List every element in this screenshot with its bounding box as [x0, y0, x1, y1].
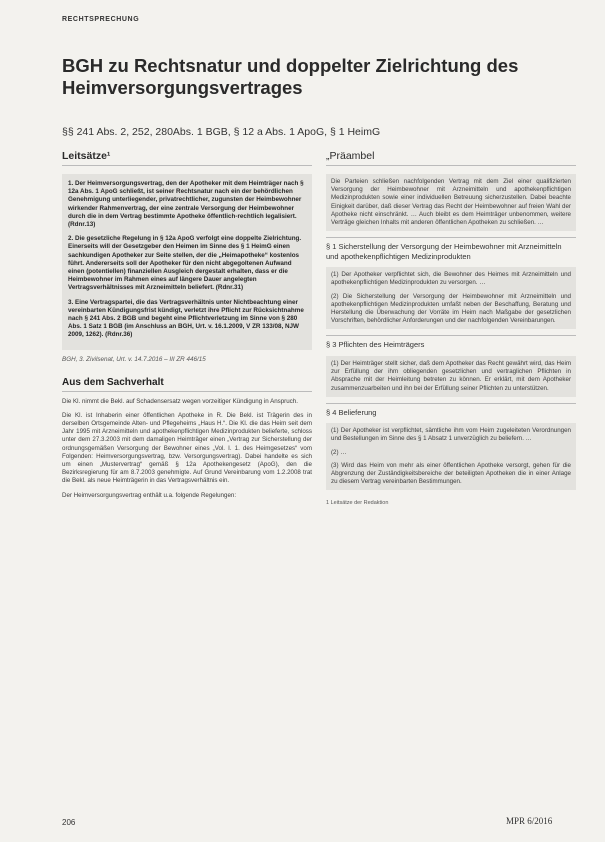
section-1-paragraph-2: (2) Die Sicherstellung der Versorgung der Heimbewohner mit Arzneimitteln und apothekenpflichtigen Medizinprodukten umfaßt neben der Beschaffung, Beratung und Herstellung die Überwachung der Vorräte im Heim nach Maßgabe der gesetzlichen Vorschriften, behördlicher Anforderungen und der nachfolgenden Vereinbarungen.	[331, 292, 571, 325]
section-4-paragraph-1: (1) Der Apotheker ist verpflichtet, sämtliche ihm vom Heim zugeleiteten Verordnungen und Bestellungen im Sinne des § 1 Absatz 1 unverzüglich zu beliefern. …	[331, 427, 571, 443]
section-1-box	[326, 267, 576, 329]
leitsatz-1: 1. Der Heimversorgungsvertrag, den der Apotheker mit dem Heimträger nach § 12a Abs. 1 ApoG schließt, ist seiner Rechtsnatur nach ein der behördlichen Genehmigung unterliegender, privatrechtlicher, zugunsten der Heimbewohner wirkender Rahmenvertrag, der eine zentrale Versorgung der Heimbewohner durch die in dem Vertrag bestimmte Apotheke öffentlich-rechtlich legalisiert. (Rdnr.13)	[68, 180, 304, 229]
right-column	[326, 150, 576, 506]
court-citation: BGH, 3. Zivilsenat, Urt. v. 14.7.2016 – III ZR 446/15	[62, 355, 206, 363]
sachverhalt-paragraph-3: Der Heimversorgungsvertrag enthält u.a. folgende Regelungen:	[62, 491, 237, 499]
section-3-heading: § 3 Pflichten des Heimträgers	[326, 335, 576, 350]
section-1-paragraph-1: (1) Der Apotheker verpflichtet sich, die Bewohner des Heimes mit Arzneimitteln und apothekenpflichtigen Medizinprodukten zu versorgen. …	[331, 271, 571, 287]
section-4-paragraph-2: (2) …	[331, 448, 347, 456]
praeambel-heading: „Präambel	[326, 150, 576, 166]
section-label: RECHTSPRECHUNG	[62, 16, 140, 23]
leitsaetze-box	[62, 174, 312, 350]
article-title: BGH zu Rechtsnatur und doppelter Zielrichtung des Heimversorgungsvertrages	[62, 55, 519, 98]
section-3-paragraph: (1) Der Heimträger stellt sicher, daß dem Apotheker das Recht gewährt wird, das Heim zur Erfüllung der ihm obliegenden gesetzlichen und vertraglichen Pflichten in Absprache mit der Heimleitung betreten zu können. Er erklärt, mit dem Apotheker zusammenzuarbeiten und ihn bei der Erfüllung seiner Pflichten zu unterstützen.	[331, 359, 571, 392]
leitsatz-2: 2. Die gesetzliche Regelung in § 12a ApoG verfolgt eine doppelte Zielrichtung. Einerseits will der Gesetzgeber den Heimen im Sinne des § 1 HeimG einen sachkundigen Apotheker zur Seite stellen, der die „Heimapotheke“ kostenlos führt. Andererseits soll der Apotheker für den nicht abgegoltenen Aufwand einen (potentiellen) finanziellen Ausgleich dergestalt erhalten, dass er die Heimbewohner im Rahmen eines auf längere Dauer angelegten Vertragsverhältnisses mit Arzneimitteln beliefert. (Rdnr.31)	[68, 235, 302, 292]
sachverhalt-paragraph-1: Die Kl. nimmt die Bekl. auf Schadensersatz wegen vorzeitiger Kündigung in Anspruch.	[62, 397, 298, 405]
section-4-paragraph-3: (3) Wird das Heim von mehr als einer öffentlichen Apotheke versorgt, gehen für die Abgrenzung der Zuständigkeitsbereiche der beteiligten Apotheken die in einer Anlage zu diesem Vertrag vereinbarten Bestimmungen.	[331, 461, 571, 486]
footnote: 1 Leitsätze der Redaktion	[326, 500, 389, 507]
journal-issue: MPR 6/2016	[506, 816, 553, 826]
section-4-box	[326, 423, 576, 490]
page-number: 206	[62, 818, 76, 827]
section-3-box	[326, 356, 576, 397]
left-column	[62, 150, 312, 506]
leitsatz-3: 3. Eine Vertragspartei, die das Vertragsverhältnis unter Nichtbeachtung einer vereinbarten Kündigungsfrist kündigt, verletzt ihre Pflicht zur Rücksichtnahme nach § 241 Abs. 2 BGB und begeht eine Pflichtverletzung im Sinne von § 280 Abs. 1 Satz 1 BGB (im Anschluss an BGH, Urt. v. 16.1.2009, V ZR 133/08, NJW 2009, 1262). (Rdnr.36)	[68, 298, 304, 339]
sachverhalt-heading: Aus dem Sachverhalt	[62, 377, 312, 392]
leitsaetze-heading: Leitsätze¹	[62, 150, 312, 166]
praeambel-text: Die Parteien schließen nachfolgenden Vertrag mit dem Ziel einer qualifizierten Versorgung der Heimbewohner mit Arzneimitteln und apothekenpflichtigen Medizinprodukten sowie einer individuellen Betreuung sicherzustellen. Dabei beachte Einigkeit darüber, daß dieser Vertrag das Recht der Heimbewohner auf freien Wahl der Apotheke nicht einschränkt. … Auch bleibt es dem Heimträger unbenommen, weitere Verträge gleichen Inhalts mit anderen öffentlichen Apotheken zu schließen. …	[331, 178, 571, 227]
section-1-heading: § 1 Sicherstellung der Versorgung der Heimbewohner mit Arzneimitteln und apothekenpflichtigen Medizinprodukten	[326, 237, 576, 261]
sachverhalt-paragraph-2: Die Kl. ist Inhaberin einer öffentlichen Apotheke in R. Die Bekl. ist Trägerin des in derselben Ortsgemeinde Alten- und Pflegeheims „Haus H.“. Die Kl. die das Heim seit dem Jahr 1995 mit Arzneimitteln und apothekenpflichtigen Medizinprodukten belieferte, schloss unter dem 27.3.2003 mit dem damaligen Heimträger einen „Vertrag zur Sicherstellung der ordnungsgemäßen Versorgung der Bewohner eines „Vol. I. 1. des Heimgesetzes“ vom Folgenden: Heimversorgungsvertrag, bzw. Versorgungsvertrag). Dabei handelte es sich um einen „Mustervertrag“ gemäß § 12a Apothekengesetz (ApoG), den die Bezirksregierung für am 8.7.2003 genehmigte. Auf Grund Vereinbarung vom 1.2.2008 trat die Bekl. als neue Heimträgerin in das Vertragsverhältnis ein.	[62, 411, 312, 485]
praeambel-box	[326, 174, 576, 231]
article-subtitle: §§ 241 Abs. 2, 252, 280Abs. 1 BGB, § 12 a Abs. 1 ApoG, § 1 HeimG	[62, 126, 381, 138]
section-4-heading: § 4 Belieferung	[326, 403, 576, 418]
